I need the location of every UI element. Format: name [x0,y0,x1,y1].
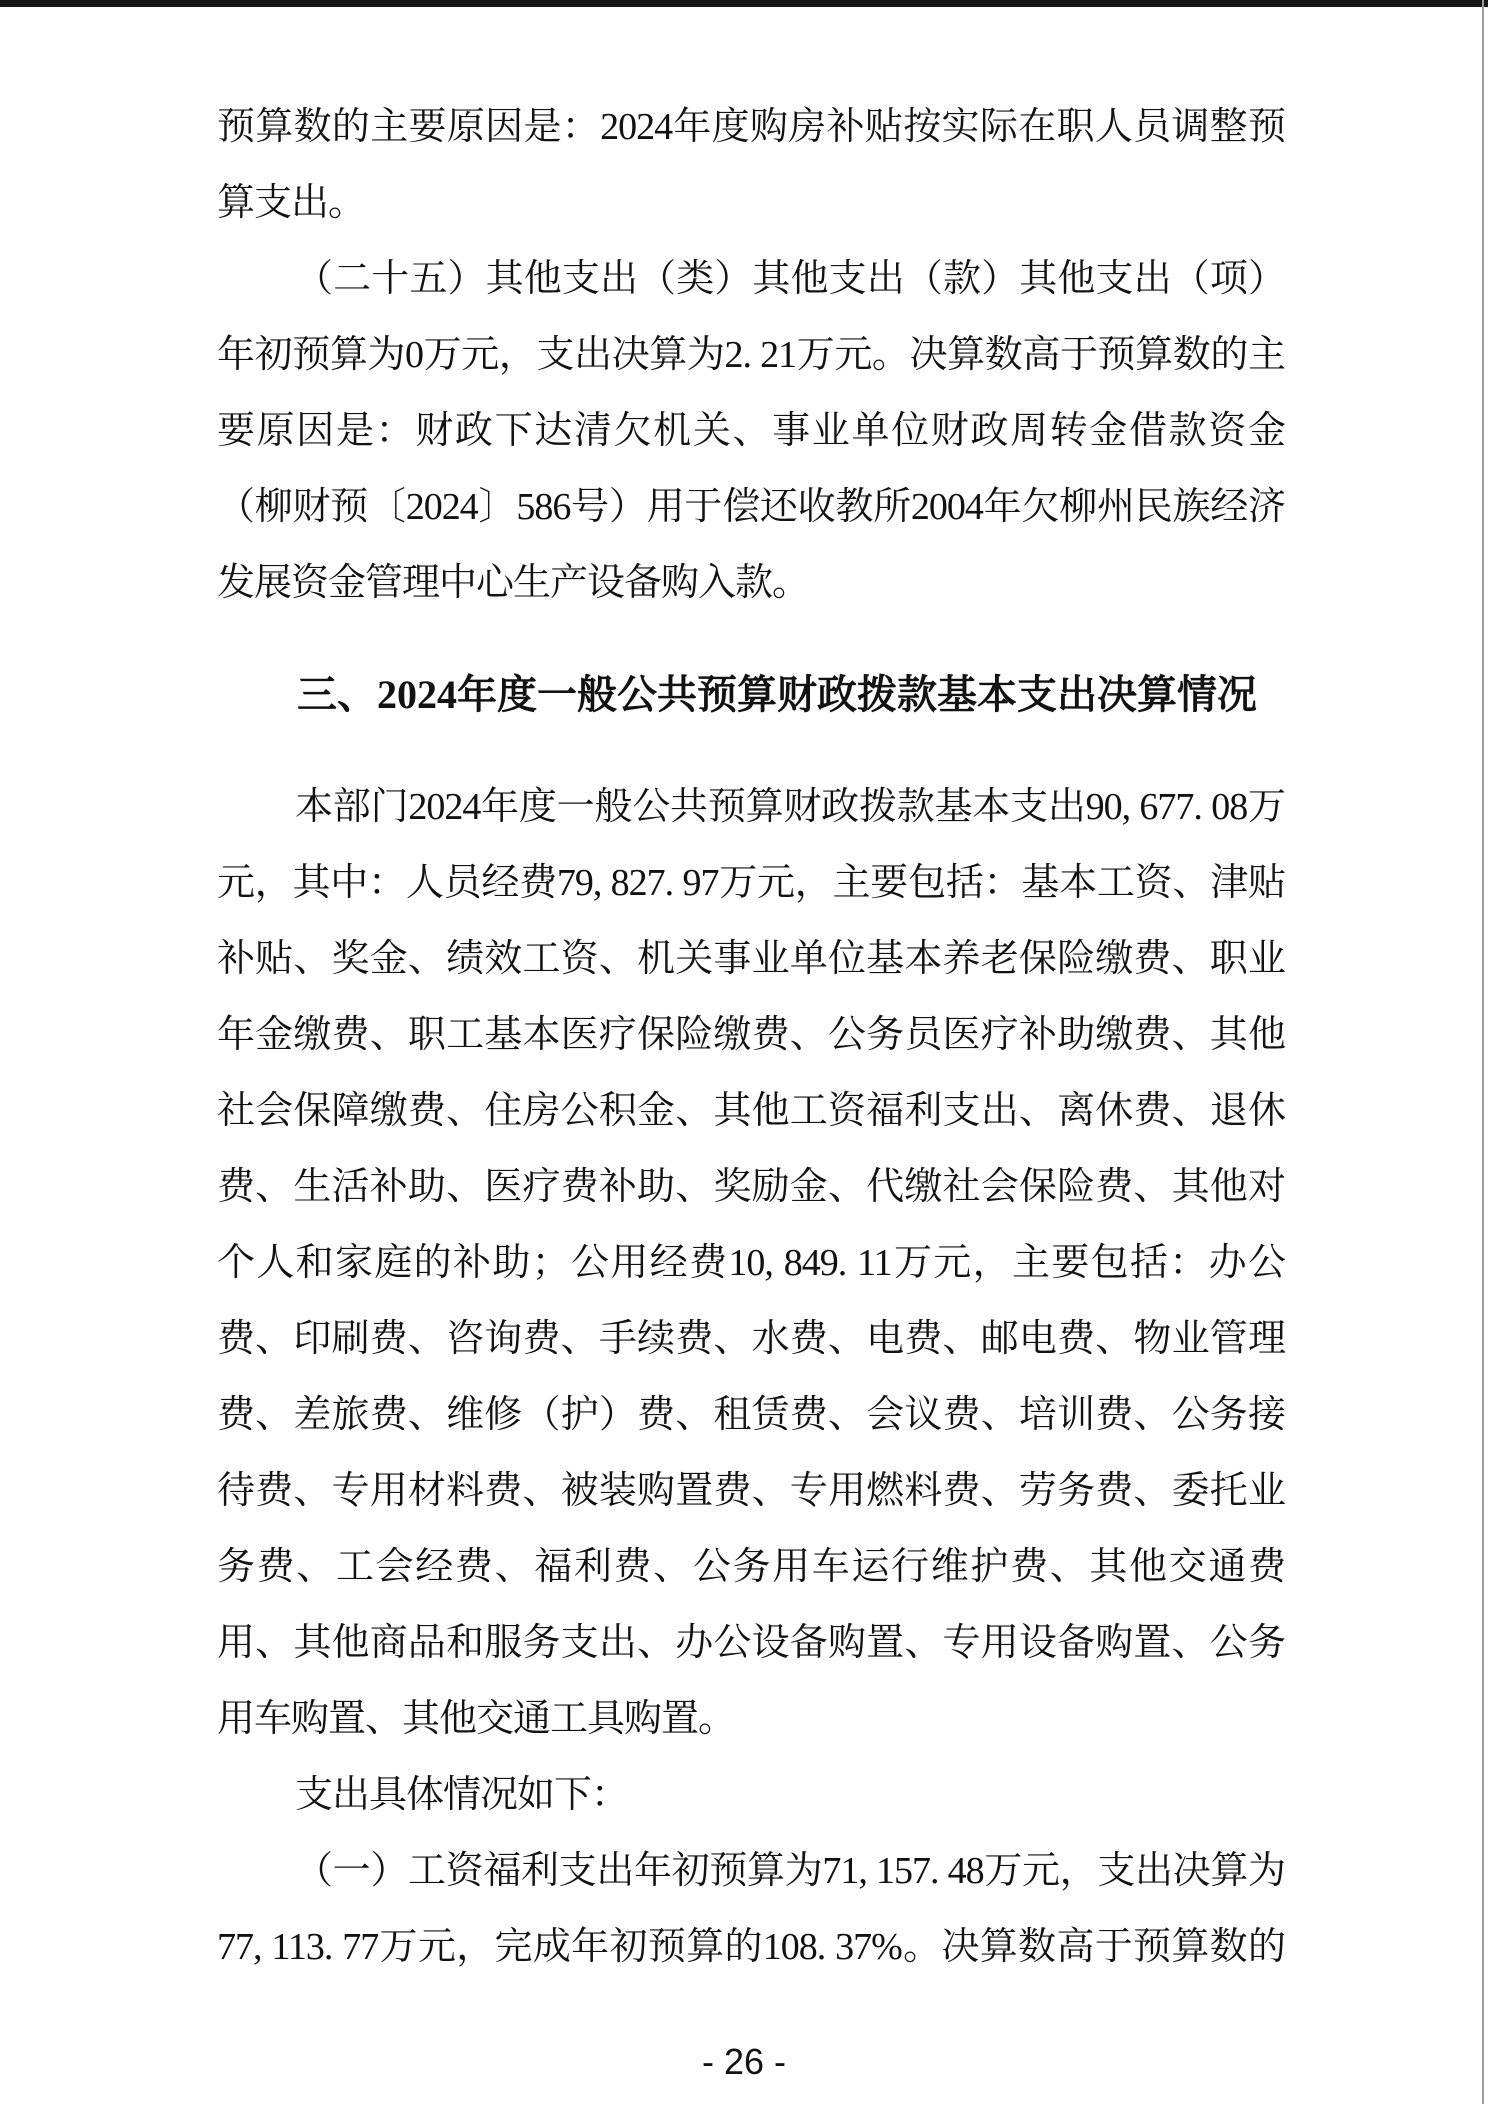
text-line: 社会保障缴费、住房公积金、其他工资福利支出、离休费、退休 [217,1090,1285,1132]
text-line: 年金缴费、职工基本医疗保险缴费、公务员医疗补助缴费、其他 [217,1014,1285,1056]
paragraph [217,769,1285,1757]
paragraph [217,1757,1285,1833]
text-line: 预算数的主要原因是：2024年度购房补贴按实际在职人员调整预 [217,106,1285,148]
text-line: 费、印刷费、咨询费、手续费、水费、电费、邮电费、物业管理 [217,1318,1285,1360]
page-number: - 26 - [701,2041,787,2082]
text-line: 本部门2024年度一般公共预算财政拨款基本支出90, 677. 08万 [295,786,1285,828]
text-line: （柳财预〔2024〕586号）用于偿还收教所2004年欠柳州民族经济 [217,486,1285,528]
text-line: 用车购置、其他交通工具购置。 [217,1698,736,1740]
text-line: 支出具体情况如下： [295,1774,629,1816]
text-line: 务费、工会经费、福利费、公务用车运行维护费、其他交通费 [217,1546,1285,1588]
text-line: 要原因是：财政下达清欠机关、事业单位财政周转金借款资金 [217,410,1285,452]
section-heading: 三、2024年度一般公共预算财政拨款基本支出决算情况 [297,672,1257,717]
document-content [217,89,1285,1985]
text-line: 元，其中：人员经费79, 827. 97万元，主要包括：基本工资、津贴 [217,862,1285,904]
text-line: 用、其他商品和服务支出、办公设备购置、专用设备购置、公务 [217,1622,1285,1664]
text-line: （一）工资福利支出年初预算为71, 157. 48万元，支出决算为 [295,1850,1285,1892]
paragraph [217,241,1285,621]
text-line: 发展资金管理中心生产设备购入款。 [217,562,810,604]
paragraph [217,1833,1285,1985]
text-line: 费、差旅费、维修（护）费、租赁费、会议费、培训费、公务接 [217,1394,1285,1436]
paragraph [217,89,1285,241]
text-line: 补贴、奖金、绩效工资、机关事业单位基本养老保险缴费、职业 [217,938,1285,980]
text-line: 费、生活补助、医疗费补助、奖励金、代缴社会保险费、其他对 [217,1166,1285,1208]
text-line: 算支出。 [217,182,366,224]
scan-edge-top-bar [0,0,1488,7]
text-line: 待费、专用材料费、被装购置费、专用燃料费、劳务费、委托业 [217,1470,1285,1512]
text-line: 年初预算为0万元，支出决算为2. 21万元。决算数高于预算数的主 [217,334,1285,376]
text-line: （二十五）其他支出（类）其他支出（款）其他支出（项） [295,258,1285,300]
scan-edge-right-line [1482,0,1484,2104]
text-line: 77, 113. 77万元，完成年初预算的108. 37%。决算数高于预算数的 [217,1926,1285,1968]
text-line: 个人和家庭的补助；公用经费10, 849. 11万元，主要包括：办公 [217,1242,1285,1284]
